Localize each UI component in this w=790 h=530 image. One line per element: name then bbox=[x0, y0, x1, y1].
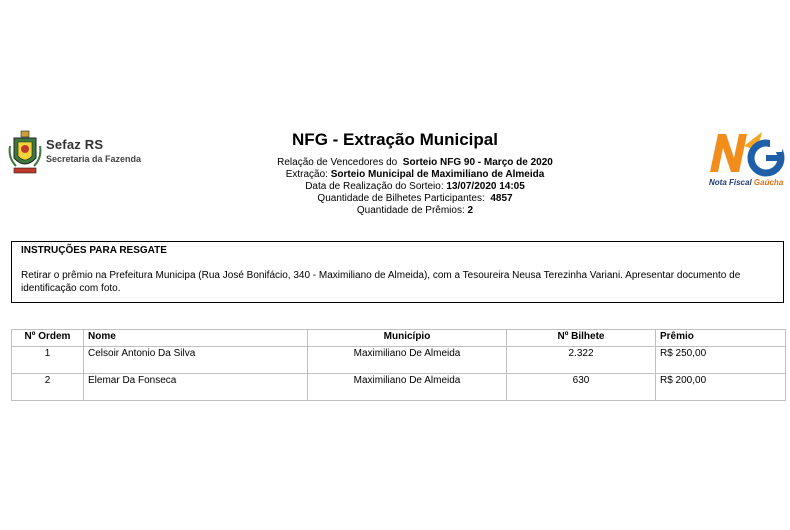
winners-table bbox=[11, 329, 786, 401]
table-row bbox=[12, 347, 786, 374]
info-bilhetes bbox=[250, 193, 580, 205]
table-row bbox=[12, 374, 786, 401]
info-relacao bbox=[250, 157, 580, 169]
relacao-label: Relação de Vencedores do bbox=[277, 157, 398, 168]
cell-municipio: Maximiliano De Almeida bbox=[308, 374, 507, 401]
extracao-label: Extração: bbox=[285, 169, 328, 180]
instructions-box bbox=[11, 241, 784, 303]
cell-ordem: 1 bbox=[12, 347, 84, 374]
table-header-row bbox=[12, 330, 786, 347]
extracao-value: Sorteio Municipal de Maximiliano de Almeida bbox=[330, 169, 545, 180]
premios-label: Quantidade de Prêmios: bbox=[356, 205, 465, 216]
org-subtitle: Secretaria da Fazenda bbox=[46, 154, 142, 164]
cell-ordem: 2 bbox=[12, 374, 84, 401]
draw-info bbox=[250, 157, 580, 217]
premios-value: 2 bbox=[467, 205, 474, 216]
cell-premio: R$ 200,00 bbox=[656, 374, 786, 401]
header-municipio: Município bbox=[308, 330, 507, 347]
data-value: 13/07/2020 14:05 bbox=[446, 181, 525, 192]
info-extracao bbox=[250, 169, 580, 181]
cell-premio: R$ 250,00 bbox=[656, 347, 786, 374]
instructions-text: Retirar o prêmio na Prefeitura Municipa (Rua José Bonifácio, 340 - Maximiliano de Almeida), com a Tesoureira Neusa Terezinha Variani. Apresentar documento de identificação com foto. bbox=[21, 270, 741, 294]
header-bilhete: Nº Bilhete bbox=[507, 330, 656, 347]
instructions-title: INSTRUÇÕES PARA RESGATE bbox=[21, 245, 167, 256]
tagline-part-2: Gaúcha bbox=[753, 178, 784, 187]
data-label: Data de Realização do Sorteio: bbox=[305, 181, 444, 192]
info-premios bbox=[250, 205, 580, 217]
header-nome: Nome bbox=[84, 330, 308, 347]
cell-bilhete: 630 bbox=[507, 374, 656, 401]
relacao-value: Sorteio NFG 90 - Março de 2020 bbox=[402, 157, 553, 168]
cell-municipio: Maximiliano De Almeida bbox=[308, 347, 507, 374]
bilhetes-label: Quantidade de Bilhetes Participantes: bbox=[317, 193, 485, 204]
header-premio: Prêmio bbox=[656, 330, 786, 347]
info-data bbox=[250, 181, 580, 193]
cell-nome: Elemar Da Fonseca bbox=[84, 374, 308, 401]
nfg-tagline bbox=[709, 178, 783, 187]
bilhetes-value: 4857 bbox=[490, 193, 513, 204]
tagline-part-1: Nota Fiscal bbox=[709, 178, 752, 187]
cell-bilhete: 2.322 bbox=[507, 347, 656, 374]
page-title: NFG - Extração Municipal bbox=[292, 130, 498, 149]
org-name: Sefaz RS bbox=[46, 137, 104, 152]
cell-nome: Celsoir Antonio Da Silva bbox=[84, 347, 308, 374]
header-ordem: Nº Ordem bbox=[12, 330, 84, 347]
